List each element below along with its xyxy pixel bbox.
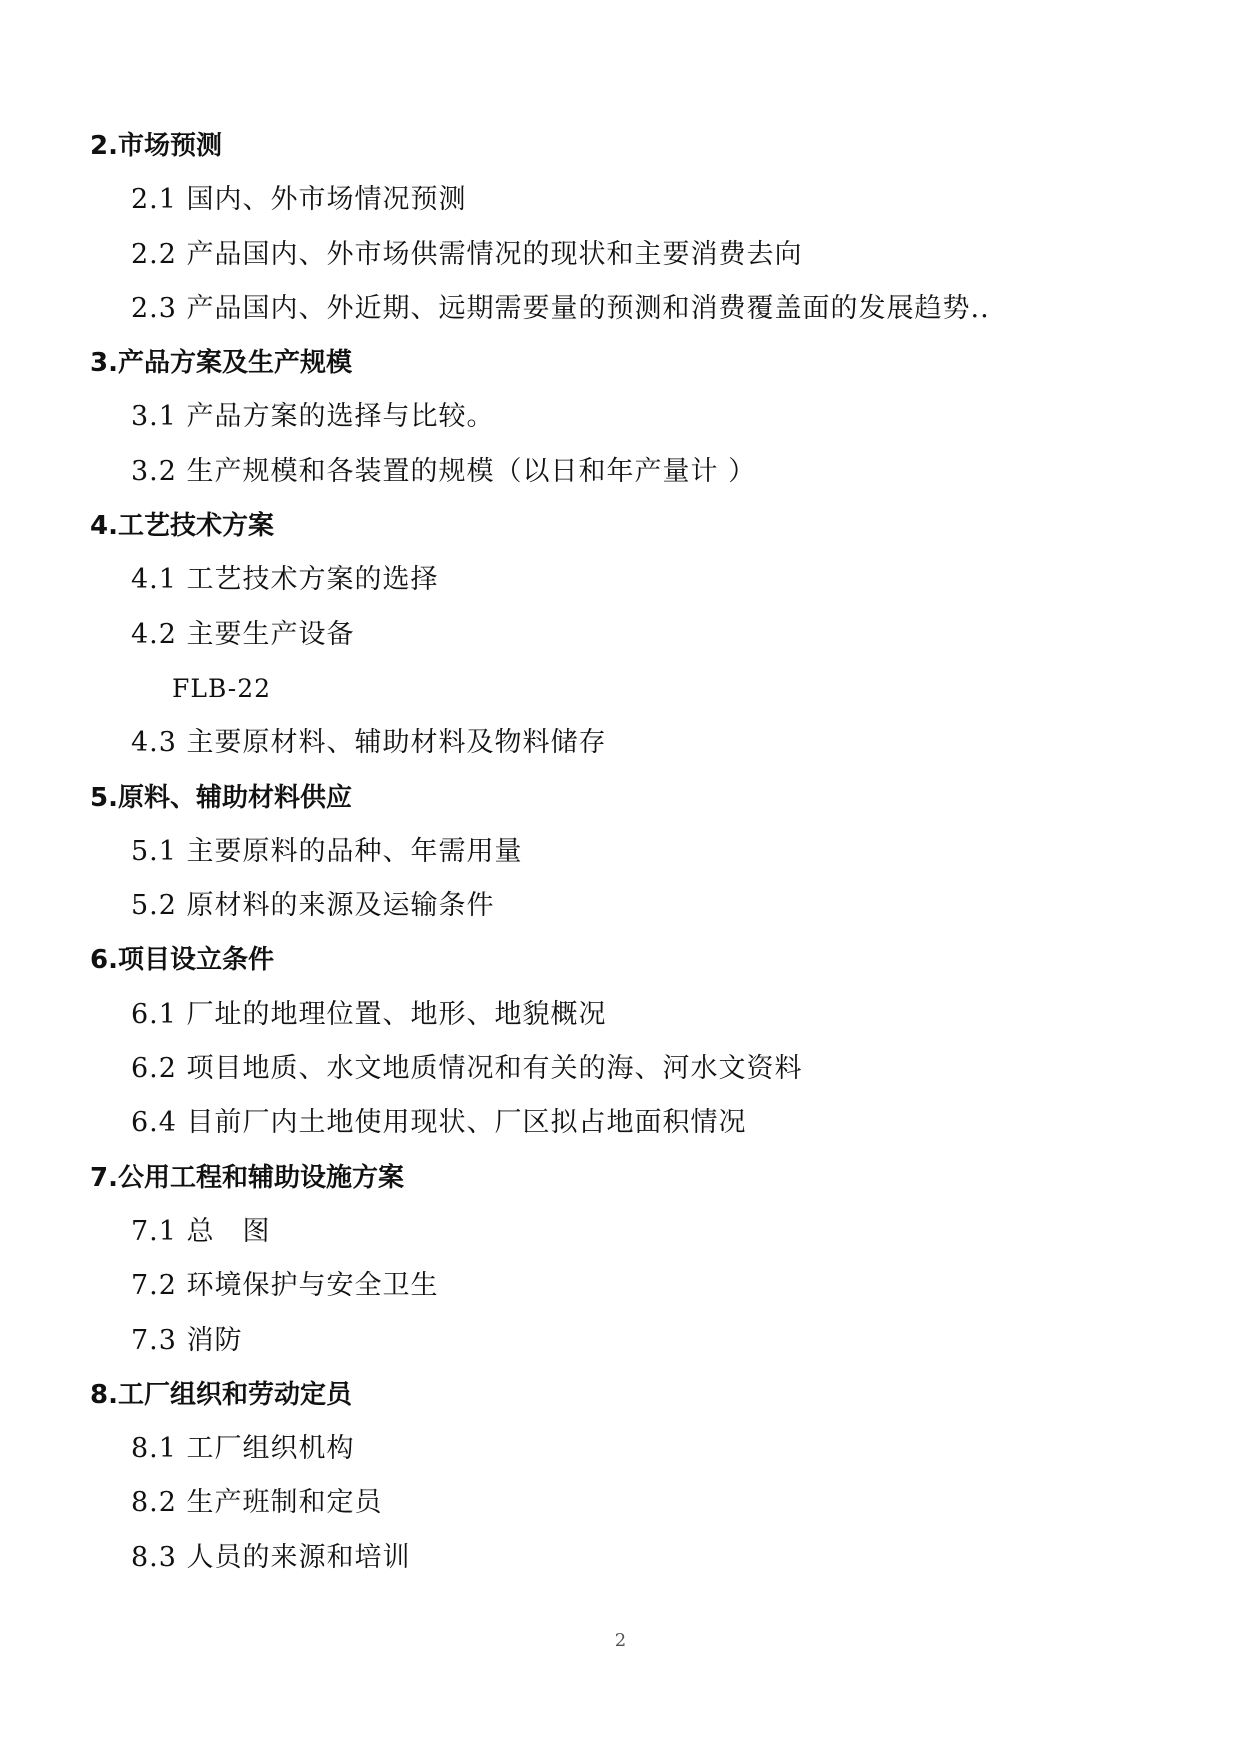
subsection-item: 6.1 厂址的地理位置、地形、地貌概况 [131, 998, 607, 1030]
section-heading: 4.工艺技术方案 [90, 511, 274, 542]
subsection-item: 3.1 产品方案的选择与比较。 [131, 401, 495, 433]
subsection-note: FLB-22 [172, 673, 272, 703]
section-heading: 6.项目设立条件 [90, 945, 274, 976]
subsection-item: 3.2 生产规模和各装置的规模（以日和年产量计 ） [131, 455, 757, 487]
subsection-item: 2.1 国内、外市场情况预测 [131, 184, 467, 216]
subsection-item: 2.3 产品国内、外近期、远期需要量的预测和消费覆盖面的发展趋势.. [131, 292, 990, 324]
subsection-item: 8.3 人员的来源和培训 [131, 1541, 411, 1573]
subsection-item: 4.1 工艺技术方案的选择 [131, 564, 439, 596]
subsection-item: 6.2 项目地质、水文地质情况和有关的海、河水文资料 [131, 1053, 803, 1085]
subsection-item: 7.2 环境保护与安全卫生 [131, 1270, 439, 1302]
subsection-item: 4.2 主要生产设备 [131, 618, 355, 650]
table-of-contents [90, 119, 1150, 1585]
section-heading: 2.市场预测 [90, 131, 222, 161]
section-heading: 5.原料、辅助材料供应 [90, 782, 352, 813]
subsection-item: 8.2 生产班制和定员 [131, 1487, 383, 1519]
subsection-item: 7.3 消防 [131, 1324, 243, 1356]
subsection-item: 5.1 主要原料的品种、年需用量 [131, 835, 523, 867]
subsection-item: 6.4 目前厂内土地使用现状、厂区拟占地面积情况 [131, 1107, 747, 1139]
subsection-item: 2.2 产品国内、外市场供需情况的现状和主要消费去向 [131, 238, 803, 270]
section-heading: 3.产品方案及生产规模 [90, 348, 352, 379]
subsection-item: 7.1 总 图 [131, 1215, 271, 1247]
section-heading: 8.工厂组织和劳动定员 [90, 1379, 352, 1410]
subsection-item: 8.1 工厂组织机构 [131, 1433, 355, 1465]
section-heading: 7.公用工程和辅助设施方案 [90, 1162, 404, 1193]
page-number: 2 [614, 1630, 627, 1651]
subsection-item: 5.2 原材料的来源及运输条件 [131, 890, 495, 922]
subsection-item: 4.3 主要原材料、辅助材料及物料储存 [131, 727, 607, 759]
